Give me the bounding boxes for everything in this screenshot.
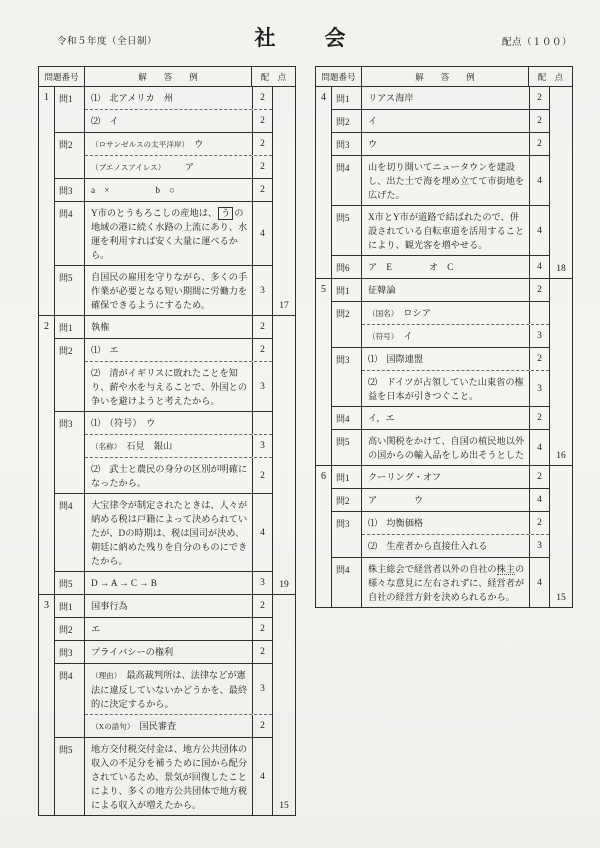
question-group <box>55 640 272 663</box>
question-rows <box>362 256 549 278</box>
answer-row <box>85 155 272 178</box>
question-group <box>332 466 549 488</box>
question-rows <box>362 489 549 511</box>
points-cell: 4 <box>529 430 549 465</box>
question-group <box>332 255 549 278</box>
question-label: 問4 <box>332 156 362 205</box>
question-rows <box>362 87 549 109</box>
question-label: 問1 <box>55 595 85 617</box>
question-group <box>332 279 549 301</box>
answer-cell: イ <box>368 116 378 126</box>
points-cell: 2 <box>252 110 272 132</box>
answer-sublabel: （理由） <box>91 671 122 680</box>
points-cell <box>252 412 272 434</box>
question-group <box>332 488 549 511</box>
answer-cell: プライバシーの権利 <box>91 647 174 657</box>
question-rows <box>85 179 272 201</box>
answer-cell: （ロサンゼルスの太平洋岸） ウ <box>91 139 204 149</box>
year-label: 令和５年度（全日制） <box>57 37 158 47</box>
answer-cell: （ブエノスアイレス） ア <box>91 162 195 172</box>
question-group <box>332 205 549 255</box>
question-label: 問4 <box>332 407 362 429</box>
section-body <box>55 595 272 815</box>
answer-row <box>85 738 272 815</box>
question-label: 問1 <box>332 466 362 488</box>
section-number: 5 <box>316 279 332 465</box>
question-label: 問3 <box>55 641 85 663</box>
question-rows <box>362 206 549 255</box>
question-group <box>332 87 549 109</box>
question-rows <box>85 738 272 815</box>
answer-cell: イ，エ <box>368 413 395 423</box>
answer-cell: クーリング・オフ <box>368 472 442 482</box>
answer-row <box>85 412 272 434</box>
answer-sublabel: （名称） <box>91 442 122 451</box>
page-title: 社 会 <box>254 26 360 50</box>
table-section <box>316 87 572 278</box>
question-rows <box>85 316 272 338</box>
question-label: 問2 <box>332 110 362 132</box>
answer-cell: 大宝律令が制定されたときは、人々が納める税は戸籍によって決められていたが、Dの時期は、税は国司が決め、朝廷に納めた残りを自分のものにできたから。 <box>91 500 248 566</box>
answer-sublabel: （ブエノスアイレス） <box>91 163 162 172</box>
question-rows <box>85 412 272 493</box>
question-label: 問2 <box>55 133 85 178</box>
section-body <box>332 279 549 465</box>
points-cell: 2 <box>252 715 272 737</box>
answer-cell: ア ウ <box>368 495 424 505</box>
question-rows <box>362 156 549 205</box>
points-total-label: 配点（１００） <box>501 38 572 48</box>
points-cell: 4 <box>252 202 272 265</box>
question-label: 問1 <box>55 316 85 338</box>
points-cell: 4 <box>529 489 549 511</box>
question-label: 問5 <box>55 572 85 594</box>
answer-row <box>85 202 272 265</box>
points-cell: 2 <box>252 595 272 617</box>
question-rows <box>85 618 272 640</box>
answer-table-2 <box>315 66 573 608</box>
answer-cell: ウ <box>368 139 378 149</box>
answer-row <box>362 324 549 347</box>
question-label: 問5 <box>332 430 362 465</box>
answer-row <box>85 316 272 338</box>
points-cell: 2 <box>252 316 272 338</box>
section-total: 18 <box>549 87 572 278</box>
question-rows <box>362 302 549 347</box>
header-question-no: 問題番号 <box>316 67 362 86</box>
question-label: 問5 <box>55 738 85 815</box>
answer-row <box>362 489 549 511</box>
answer-row <box>85 339 272 361</box>
question-group <box>55 617 272 640</box>
answer-sublabel: （符号） <box>368 332 399 341</box>
section-total: 15 <box>549 466 572 607</box>
section-body <box>55 316 272 594</box>
answer-row <box>85 572 272 594</box>
answer-row <box>85 87 272 109</box>
answer-cell: （Xの語句） 国民審査 <box>91 721 177 731</box>
section-number: 4 <box>316 87 332 278</box>
answer-sublabel: （国名） <box>368 309 399 318</box>
answer-row <box>362 302 549 324</box>
answer-row <box>85 266 272 315</box>
answer-sublabel: （Xの語句） <box>91 722 135 731</box>
answer-row <box>85 179 272 201</box>
table-section <box>316 278 572 465</box>
answer-row <box>362 87 549 109</box>
question-label: 問2 <box>332 302 362 347</box>
question-rows <box>362 430 549 465</box>
table-section <box>316 465 572 607</box>
question-rows <box>362 466 549 488</box>
answer-row <box>85 434 272 457</box>
boxed-choice: う <box>218 207 233 220</box>
question-rows <box>85 266 272 315</box>
answer-cell: ⑴ 国際連盟 <box>368 354 424 364</box>
table-section <box>39 87 295 315</box>
question-rows <box>85 202 272 265</box>
points-cell <box>529 302 549 324</box>
points-cell: 4 <box>529 156 549 205</box>
question-label: 問2 <box>332 489 362 511</box>
question-group <box>332 429 549 465</box>
answer-cell: 征韓論 <box>368 285 396 295</box>
question-rows <box>362 110 549 132</box>
answer-cell: （符号） イ <box>368 331 413 341</box>
answer-cell: ⑵ イ <box>91 116 119 126</box>
section-total: 16 <box>549 279 572 465</box>
points-cell: 2 <box>252 133 272 155</box>
answer-cell: エ <box>91 624 101 634</box>
answer-cell: ⑵ 武士と農民の身分の区別が明確になったから。 <box>91 464 248 488</box>
question-group <box>332 132 549 155</box>
header-answer: 解 答 例 <box>85 67 252 86</box>
points-cell: 3 <box>529 535 549 557</box>
question-group <box>55 87 272 132</box>
table-header <box>316 67 572 87</box>
section-body <box>332 466 549 607</box>
points-cell: 3 <box>529 371 549 406</box>
question-rows <box>362 558 549 607</box>
question-group <box>55 595 272 617</box>
question-group <box>332 557 549 607</box>
answer-cell: ⑵ 清がイギリスに敗れたことを知り、薪や水を与えることで、外国との争いを避けようと考えたから。 <box>91 368 248 406</box>
section-total: 15 <box>272 595 295 815</box>
question-rows <box>85 87 272 132</box>
answer-cell: ア E オ C <box>368 262 454 272</box>
points-cell: 2 <box>252 87 272 109</box>
question-group <box>55 265 272 315</box>
points-cell: 2 <box>529 87 549 109</box>
answer-cell: 地方交付税交付金は、地方公共団体の収入の不足分を補うために国から配分されているため、景気が回復したことにより、多くの地方公共団体で地方税による収入が増えたから。 <box>91 744 248 810</box>
question-rows <box>362 133 549 155</box>
answer-row <box>85 664 272 714</box>
points-cell: 2 <box>529 466 549 488</box>
points-cell: 2 <box>252 156 272 178</box>
points-cell: 3 <box>529 325 549 347</box>
question-label: 問3 <box>55 179 85 201</box>
question-rows <box>362 279 549 301</box>
question-group <box>332 109 549 132</box>
question-label: 問1 <box>332 87 362 109</box>
answer-row <box>85 714 272 737</box>
answer-cell: 自国民の雇用を守りながら、多くの手作業が必要となる短い期間に労働力を確保できるようにするため。 <box>91 272 248 310</box>
answer-row <box>362 156 549 205</box>
question-rows <box>362 407 549 429</box>
question-group <box>55 411 272 493</box>
answer-cell: a × b ○ <box>91 185 175 195</box>
answer-row <box>362 206 549 255</box>
answer-row <box>362 348 549 370</box>
question-label: 問6 <box>332 256 362 278</box>
answer-cell: ⑴ （符号） ウ <box>91 418 156 428</box>
question-rows <box>85 133 272 178</box>
points-cell: 3 <box>252 435 272 457</box>
question-group <box>55 132 272 178</box>
answer-row <box>362 279 549 301</box>
points-cell: 4 <box>252 738 272 815</box>
answer-row <box>85 618 272 640</box>
question-rows <box>85 595 272 617</box>
points-cell: 3 <box>252 664 272 714</box>
section-body <box>332 87 549 278</box>
answer-row <box>85 133 272 155</box>
answer-row <box>85 641 272 663</box>
answer-row <box>85 457 272 493</box>
question-group <box>332 347 549 406</box>
question-rows <box>362 348 549 406</box>
answer-row <box>85 595 272 617</box>
question-group <box>55 663 272 737</box>
points-cell: 3 <box>252 266 272 315</box>
answer-cell: 株主総会で経営者以外の自社の株主の様々な意見に左右されずに、経営者が自社の経営方針を決められるから。 <box>368 564 525 602</box>
answer-cell: ⑴ 均衡価格 <box>368 518 424 528</box>
question-rows <box>85 339 272 411</box>
points-cell: 2 <box>529 279 549 301</box>
answer-row <box>362 407 549 429</box>
question-label: 問4 <box>332 558 362 607</box>
header-points: 配 点 <box>537 71 564 82</box>
answer-row <box>362 256 549 278</box>
question-label: 問3 <box>332 348 362 406</box>
question-group <box>55 316 272 338</box>
answer-cell: （国名） ロシア <box>368 308 431 318</box>
points-cell: 4 <box>529 206 549 255</box>
answer-row <box>362 534 549 557</box>
points-cell: 3 <box>252 362 272 411</box>
header-points: 配 点 <box>260 71 287 82</box>
points-cell: 2 <box>529 407 549 429</box>
question-group <box>55 737 272 815</box>
question-rows <box>85 664 272 737</box>
answer-row <box>85 109 272 132</box>
question-rows <box>85 494 272 571</box>
question-label: 問4 <box>55 664 85 737</box>
answer-row <box>362 133 549 155</box>
sections-container <box>316 87 572 607</box>
answer-cell: 山を切り開いてニュータウンを建設し、出た土で海を埋め立てて市街地を広げた。 <box>368 162 525 200</box>
question-label: 問1 <box>55 87 85 132</box>
points-cell: 4 <box>529 558 549 607</box>
points-cell: 3 <box>252 572 272 594</box>
points-cell: 4 <box>529 256 549 278</box>
answer-table-1 <box>38 66 296 816</box>
question-label: 問4 <box>55 494 85 571</box>
section-number: 6 <box>316 466 332 607</box>
answer-row <box>85 361 272 411</box>
question-label: 問5 <box>55 266 85 315</box>
question-label: 問3 <box>55 412 85 493</box>
section-number: 1 <box>39 87 55 315</box>
answer-cell: リアス海岸 <box>368 93 414 103</box>
answer-cell: ⑴ エ <box>91 345 119 355</box>
question-label: 問3 <box>332 133 362 155</box>
table-header <box>39 67 295 87</box>
question-group <box>332 406 549 429</box>
answer-sublabel: （ロサンゼルスの太平洋岸） <box>91 140 190 149</box>
emphasized-term: 株主 <box>496 564 515 574</box>
section-number: 3 <box>39 595 55 815</box>
question-group <box>55 338 272 411</box>
points-cell: 2 <box>252 641 272 663</box>
answer-cell: X市とY市が道路で結ばれたので、併設されている自転車道を活用することにより、観光客を増やせる。 <box>368 212 525 250</box>
points-cell: 2 <box>252 179 272 201</box>
answer-cell: 国事行為 <box>91 601 128 611</box>
answer-cell: （名称） 石見 銀山 <box>91 441 173 451</box>
question-group <box>332 511 549 557</box>
answer-row <box>362 558 549 607</box>
points-cell: 2 <box>529 512 549 534</box>
answer-cell: 執権 <box>91 322 110 332</box>
answer-row <box>362 110 549 132</box>
question-rows <box>362 512 549 557</box>
points-cell: 2 <box>529 133 549 155</box>
answer-cell: （理由） 最高裁判所は、法律などが憲法に違反していないかどうかを、最終的に決定するから。 <box>91 670 248 709</box>
answer-row <box>85 494 272 571</box>
question-label: 問3 <box>332 512 362 557</box>
points-cell: 4 <box>252 494 272 571</box>
section-total: 19 <box>272 316 295 594</box>
points-cell: 2 <box>529 348 549 370</box>
section-body <box>55 87 272 315</box>
answer-row <box>362 430 549 465</box>
question-group <box>55 493 272 571</box>
question-rows <box>85 641 272 663</box>
question-label: 問1 <box>332 279 362 301</box>
table-section <box>39 315 295 594</box>
answer-cell: Y市のとうもろこしの産地は、 う の地域の港に続く水路の上流にあり、水運を利用すれば安く大量に運べるから。 <box>91 208 248 260</box>
question-label: 問5 <box>332 206 362 255</box>
answer-row <box>362 512 549 534</box>
answer-cell: ⑵ ドイツが占領していた山東省の権益を日本が引きつぐこと。 <box>368 377 524 401</box>
question-label: 問2 <box>55 339 85 411</box>
section-number: 2 <box>39 316 55 594</box>
answer-cell: ⑴ 北アメリカ 州 <box>91 93 174 103</box>
answer-cell: ⑵ 生産者から直接仕入れる <box>368 541 488 551</box>
answer-row <box>362 370 549 406</box>
question-group <box>55 201 272 265</box>
question-group <box>55 571 272 594</box>
answer-cell: 高い関税をかけて、自国の植民地以外の国からの輸入品をしめ出そうとした <box>368 436 525 460</box>
question-rows <box>85 572 272 594</box>
sections-container <box>39 87 295 815</box>
question-label: 問4 <box>55 202 85 265</box>
points-cell: 2 <box>252 618 272 640</box>
question-group <box>332 155 549 205</box>
question-label: 問2 <box>55 618 85 640</box>
points-cell: 2 <box>529 110 549 132</box>
section-total: 17 <box>272 87 295 315</box>
points-cell: 2 <box>252 458 272 493</box>
points-cell: 2 <box>252 339 272 361</box>
question-group <box>55 178 272 201</box>
header-answer: 解 答 例 <box>362 67 529 86</box>
question-group <box>332 301 549 347</box>
header-question-no: 問題番号 <box>39 67 85 86</box>
answer-cell: D → A → C → B <box>91 578 157 588</box>
table-section <box>39 594 295 815</box>
answer-row <box>362 466 549 488</box>
